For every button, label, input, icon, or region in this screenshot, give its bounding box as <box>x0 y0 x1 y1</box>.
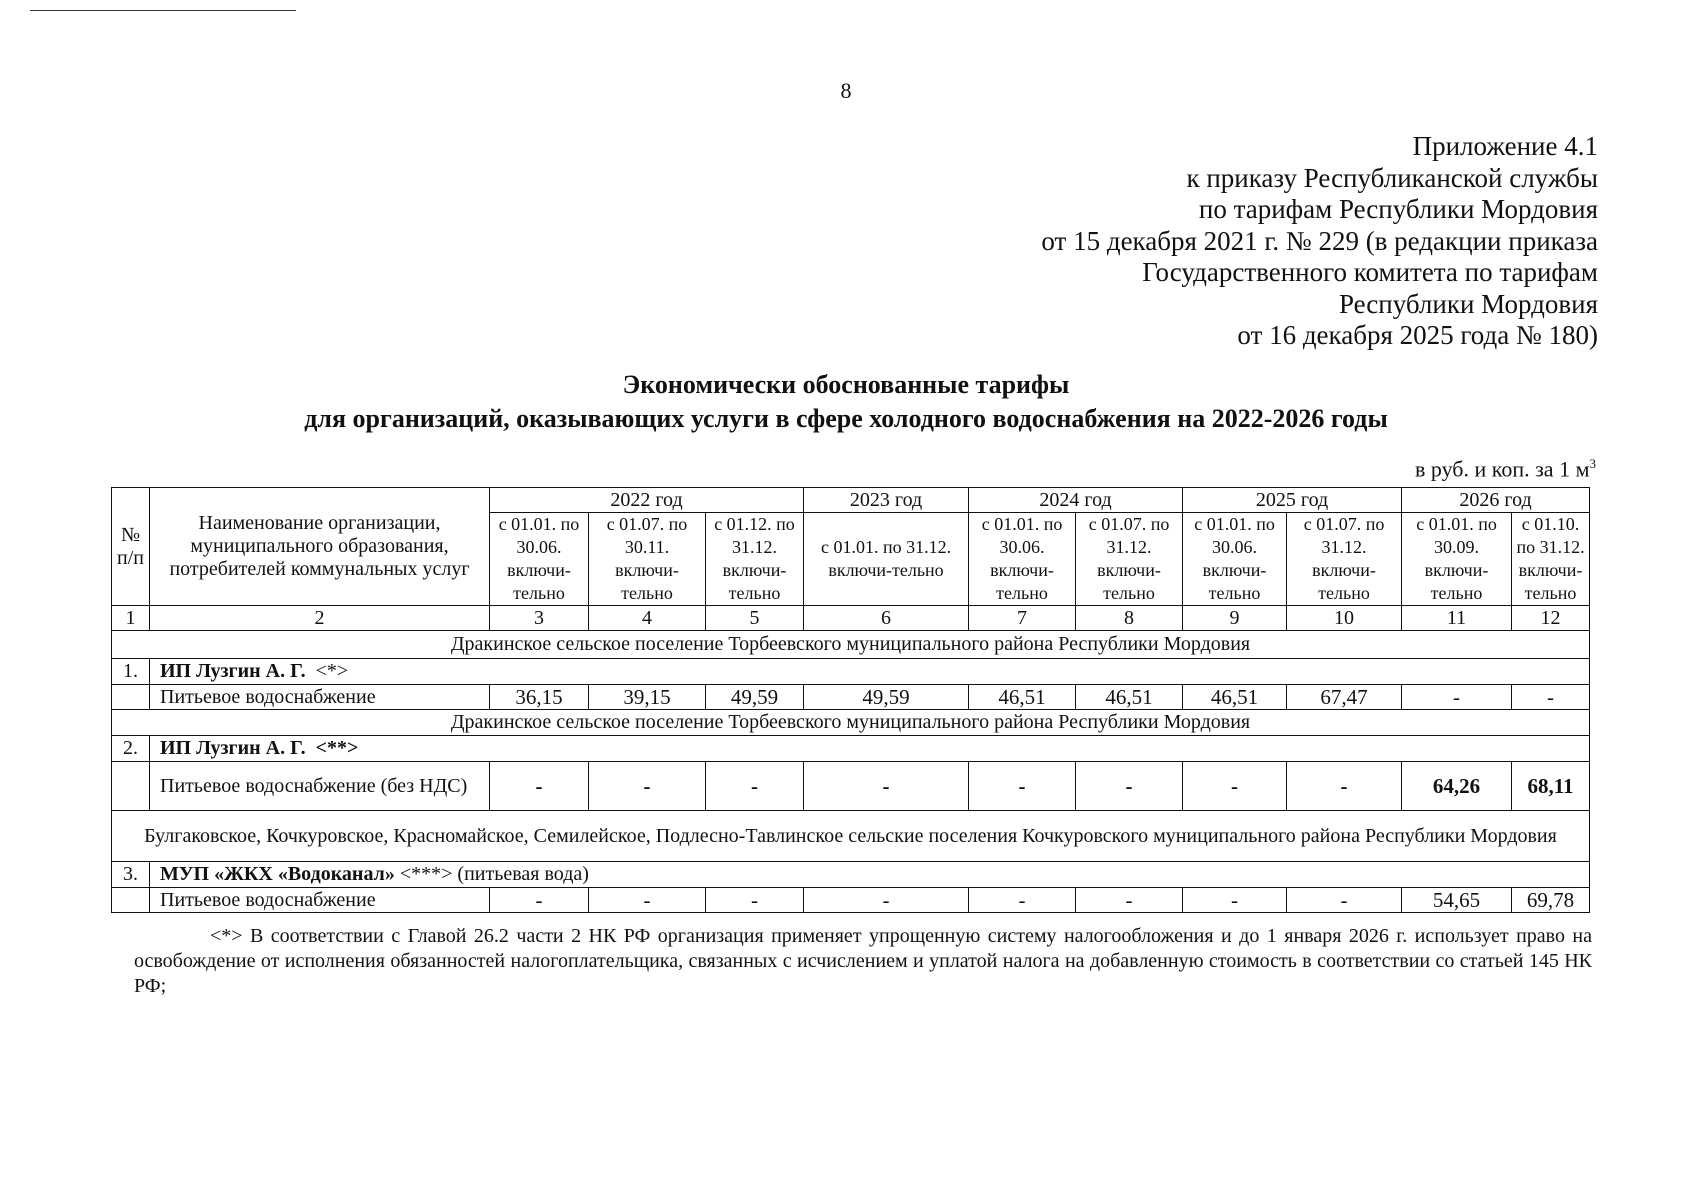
title-line-2: для организаций, оказывающих услуги в сфере холодного водоснабжения на 2022-2026 годы <box>304 404 1388 433</box>
appendix-line: Приложение 4.1 <box>1412 131 1598 161</box>
tariff-value: - <box>706 888 804 913</box>
column-number: 7 <box>969 606 1076 631</box>
region-name: Булгаковское, Кочкуровское, Красномайское, Семилейское, Подлесно-Тавлинское сельские поселения Кочкуровского муниципального района Республики Мордовия <box>112 811 1590 862</box>
appendix-line: от 15 декабря 2021 г. № 229 (в редакции приказа <box>1041 225 1598 256</box>
service-name: Питьевое водоснабжение <box>150 685 490 710</box>
tariff-value: 64,26 <box>1402 762 1512 811</box>
tariff-value: 46,51 <box>1076 685 1183 710</box>
tariff-value: - <box>969 762 1076 811</box>
tariff-value: - <box>1076 762 1183 811</box>
tariff-value: 54,65 <box>1402 888 1512 913</box>
header-period: с 01.01. по 30.09. включи-тельно <box>1402 513 1512 606</box>
tariff-value: - <box>589 762 706 811</box>
org-footnote-mark: <*> <box>315 660 349 682</box>
org-name-bold: ИП Лузгин А. Г. <box>160 660 306 682</box>
org-name-bold: ИП Лузгин А. Г. <box>160 737 306 759</box>
row-number: 3. <box>112 862 150 888</box>
header-year-2025: 2025 год <box>1183 488 1402 513</box>
tariff-value: - <box>969 888 1076 913</box>
tariff-value: 69,78 <box>1512 888 1590 913</box>
document-title <box>0 368 1692 436</box>
tariff-value: 68,11 <box>1512 762 1590 811</box>
column-number: 5 <box>706 606 804 631</box>
appendix-block <box>1041 131 1598 352</box>
footnote <box>134 924 1592 999</box>
empty-cell <box>112 762 150 811</box>
tariff-value: 67,47 <box>1287 685 1402 710</box>
column-number: 9 <box>1183 606 1287 631</box>
tariff-value: - <box>1076 888 1183 913</box>
tariff-value: - <box>490 888 589 913</box>
service-name: Питьевое водоснабжение (без НДС) <box>150 762 490 811</box>
tariff-value: 49,59 <box>706 685 804 710</box>
column-number: 12 <box>1512 606 1590 631</box>
column-number: 3 <box>490 606 589 631</box>
header-period: с 01.07. по 30.11. включи-тельно <box>589 513 706 606</box>
column-number: 4 <box>589 606 706 631</box>
empty-cell <box>112 888 150 913</box>
tariff-value: - <box>1183 762 1287 811</box>
tariff-value: - <box>804 888 969 913</box>
organization-name <box>150 862 1590 888</box>
tariff-value: - <box>1402 685 1512 710</box>
units-text: в руб. и коп. за 1 м <box>1415 456 1590 482</box>
units-label <box>1415 456 1596 482</box>
column-number: 8 <box>1076 606 1183 631</box>
tariff-value: - <box>1512 685 1590 710</box>
header-period: с 01.07. по 31.12. включи-тельно <box>1287 513 1402 606</box>
org-name-bold: МУП «ЖКХ «Водоканал» <box>160 863 395 885</box>
organization-row <box>112 659 1590 685</box>
appendix-line: по тарифам Республики Мордовия <box>1198 194 1598 224</box>
header-period: с 01.07. по 31.12. включи-тельно <box>1076 513 1183 606</box>
header-period: с 01.01. по 31.12. включи-тельно <box>804 513 969 606</box>
page-number: 8 <box>840 78 852 103</box>
header-year-2024: 2024 год <box>969 488 1183 513</box>
appendix-line: от 16 декабря 2025 года № 180) <box>1237 320 1598 350</box>
column-number: 1 <box>112 606 150 631</box>
tariff-value: 46,51 <box>1183 685 1287 710</box>
service-row <box>112 762 1590 811</box>
tariff-value: - <box>1287 762 1402 811</box>
organization-name <box>150 659 1590 685</box>
tariff-value: 46,51 <box>969 685 1076 710</box>
tariff-value: - <box>706 762 804 811</box>
top-rule <box>30 10 296 11</box>
service-row <box>112 888 1590 913</box>
organization-row <box>112 736 1590 762</box>
column-number: 10 <box>1287 606 1402 631</box>
footnote-text: <*> В соответствии с Главой 26.2 части 2 НК РФ организация применяет упрощенную систему налогообложения и до 1 января 2026 г. использует право на освобождение от исполнения обязанностей налогоплательщика, связанных с исчислением и уплатой налога на добавленную стоимость в соответствии со статьей 145 НК РФ; <box>134 925 1592 997</box>
tariff-value: 36,15 <box>490 685 589 710</box>
header-year-2022: 2022 год <box>490 488 804 513</box>
column-number: 6 <box>804 606 969 631</box>
tariff-value: 49,59 <box>804 685 969 710</box>
header-period: с 01.10. по 31.12. включи-тельно <box>1512 513 1590 606</box>
column-numbers-row <box>112 606 1590 631</box>
header-period: с 01.12. по 31.12. включи-тельно <box>706 513 804 606</box>
tariff-value: - <box>589 888 706 913</box>
tariff-value: - <box>1287 888 1402 913</box>
title-line-1: Экономически обоснованные тарифы <box>622 370 1070 399</box>
service-name: Питьевое водоснабжение <box>150 888 490 913</box>
header-no: № п/п <box>112 488 150 606</box>
header-row-years <box>112 488 1590 513</box>
organization-row <box>112 862 1590 888</box>
tariff-table <box>111 487 1590 913</box>
region-row <box>112 710 1590 736</box>
appendix-line: к приказу Республиканской службы <box>1186 162 1598 193</box>
header-period: с 01.01. по 30.06. включи-тельно <box>1183 513 1287 606</box>
tariff-value: - <box>490 762 589 811</box>
region-name: Дракинское сельское поселение Торбеевского муниципального района Республики Мордовия <box>112 631 1590 659</box>
service-row <box>112 685 1590 710</box>
org-footnote-mark: <***> (питьевая вода) <box>399 863 589 885</box>
row-number: 2. <box>112 736 150 762</box>
region-row <box>112 631 1590 659</box>
units-sup: 3 <box>1589 456 1596 471</box>
appendix-line: Республики Мордовия <box>1338 288 1598 319</box>
tariff-value: - <box>1183 888 1287 913</box>
region-row <box>112 811 1590 862</box>
region-name: Дракинское сельское поселение Торбеевского муниципального района Республики Мордовия <box>112 710 1590 736</box>
column-number: 11 <box>1402 606 1512 631</box>
row-number: 1. <box>112 659 150 685</box>
tariff-value: - <box>804 762 969 811</box>
header-period: с 01.01. по 30.06. включи-тельно <box>969 513 1076 606</box>
column-number: 2 <box>150 606 490 631</box>
header-name: Наименование организации, муниципального образования, потребителей коммунальных услуг <box>150 488 490 606</box>
tariff-value: 39,15 <box>589 685 706 710</box>
header-period: с 01.01. по 30.06. включи-тельно <box>490 513 589 606</box>
header-year-2026: 2026 год <box>1402 488 1590 513</box>
organization-name <box>150 736 1590 762</box>
header-year-2023: 2023 год <box>804 488 969 513</box>
org-footnote-mark: <**> <box>315 737 359 759</box>
appendix-line: Государственного комитета по тарифам <box>1142 257 1598 287</box>
empty-cell <box>112 685 150 710</box>
